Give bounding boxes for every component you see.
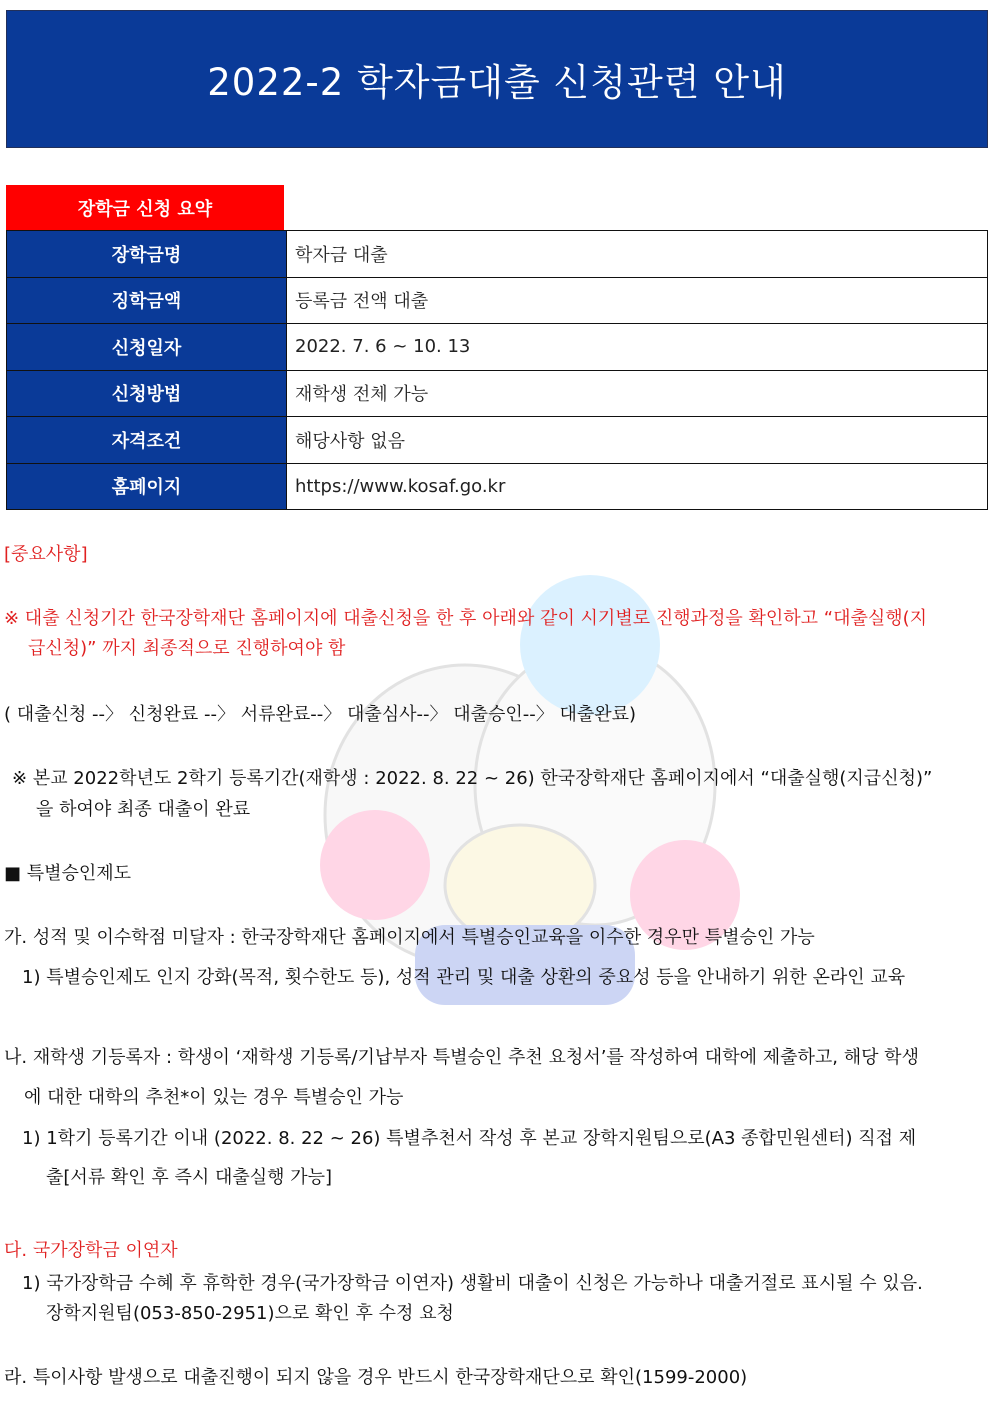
section-da-heading: 다. 국가장학금 이연자: [4, 1240, 178, 1261]
section-ga-item: 1) 특별승인제도 인지 강화(목적, 횟수한도 등), 성적 관리 및 대출 상환의 중요성 등을 안내하기 위한 온라인 교육: [22, 967, 906, 988]
row-value: 2022. 7. 6 ~ 10. 13: [287, 324, 988, 371]
section-da-item: 1) 국가장학금 수혜 후 휴학한 경우(국가장학금 이연자) 생활비 대출이 신청은 가능하나 대출거절로 표시될 수 있음.: [22, 1273, 923, 1294]
row-key: 징학금액: [7, 277, 287, 324]
row-value: 해당사항 없음: [287, 417, 988, 464]
summary-label: 장학금 신청 요약: [6, 185, 284, 230]
table-row: [7, 231, 988, 278]
section-ga: 가. 성적 및 이수학점 미달자 : 한국장학재단 홈페이지에서 특별승인교육을 이수한 경우만 특별승인 가능: [4, 927, 815, 948]
row-value: 재학생 전체 가능: [287, 370, 988, 417]
table-row: [7, 463, 988, 510]
special-heading: ■ 특별승인제도: [4, 863, 132, 884]
summary-table: [6, 230, 988, 510]
important-heading: [중요사항]: [4, 544, 88, 565]
table-row: [7, 417, 988, 464]
section-na-item: 출[서류 확인 후 즉시 대출실행 가능]: [46, 1167, 333, 1188]
notice-line: 을 하여야 최종 대출이 완료: [36, 799, 251, 820]
section-na: 나. 재학생 기등록자 : 학생이 ‘재학생 기등록/기납부자 특별승인 추천 요청서’를 작성하여 대학에 제출하고, 해당 학생: [4, 1047, 919, 1068]
row-key: 홈페이지: [7, 463, 287, 510]
row-value: 등록금 전액 대출: [287, 277, 988, 324]
process-steps: ( 대출신청 --〉 신청완료 --〉 서류완료--〉 대출심사--〉 대출승인--〉 대출완료): [4, 704, 637, 725]
row-key: 신청방법: [7, 370, 287, 417]
section-ra: 라. 특이사항 발생으로 대출진행이 되지 않을 경우 반드시 한국장학재단으로 확인(1599-2000): [4, 1367, 748, 1388]
table-row: [7, 277, 988, 324]
row-key: 장학금명: [7, 231, 287, 278]
notice-line: ※ 본교 2022학년도 2학기 등록기간(재학생 : 2022. 8. 22 ~ 26) 한국장학재단 홈페이지에서 “대출실행(지급신청)”: [12, 768, 933, 789]
row-key: 자격조건: [7, 417, 287, 464]
section-da-item: 장학지원팀(053-850-2951)으로 확인 후 수정 요청: [46, 1303, 454, 1324]
section-na: 에 대한 대학의 추천*이 있는 경우 특별승인 가능: [24, 1087, 404, 1108]
row-value: 학자금 대출: [287, 231, 988, 278]
table-row: [7, 370, 988, 417]
title-banner: [6, 10, 988, 148]
page-title: 2022-2 학자금대출 신청관련 안내: [207, 61, 787, 104]
homepage-link[interactable]: https://www.kosaf.go.kr: [287, 463, 988, 510]
notice-line: ※ 대출 신청기간 한국장학재단 홈페이지에 대출신청을 한 후 아래와 같이 시기별로 진행과정을 확인하고 “대출실행(지: [4, 608, 928, 629]
row-key: 신청일자: [7, 324, 287, 371]
section-na-item: 1) 1학기 등록기간 이내 (2022. 8. 22 ~ 26) 특별추천서 작성 후 본교 장학지원팀으로(A3 종합민원센터) 직접 제: [22, 1128, 917, 1149]
table-row: [7, 324, 988, 371]
notice-line: 급신청)” 까지 최종적으로 진행하여야 함: [28, 638, 346, 659]
